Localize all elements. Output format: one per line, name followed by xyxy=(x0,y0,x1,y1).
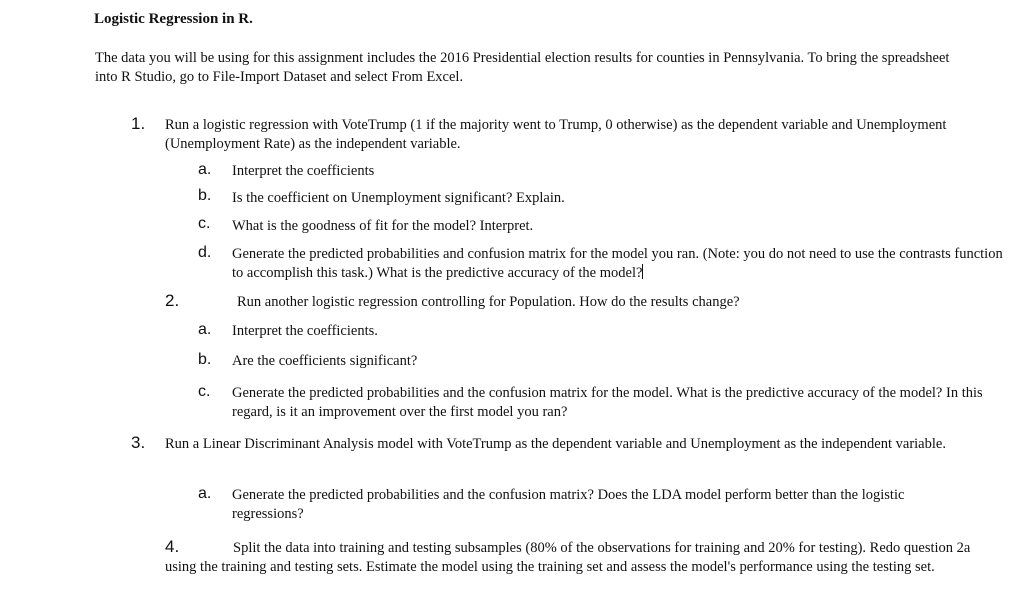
question-4-text: Split the data into training and testing subsamples (80% of the observations for training and 20% for testing). Redo question 2a using the training and testing sets. Estimate the model using the training set and assess the model's performance using the testing set. xyxy=(165,540,971,575)
question-1d-text-wrapper xyxy=(232,245,1007,283)
question-2c-text: Generate the predicted probabilities and the confusion matrix for the model. What is the predictive accuracy of the model? In this regard, is it an improvement over the first model you ran? xyxy=(232,385,983,420)
question-1-text: Run a logistic regression with VoteTrump (1 if the majority went to Trump, 0 otherwise) as the dependent variable and Unemployment (Unemployment Rate) as the independent variable. xyxy=(165,117,947,152)
question-2b-text: Are the coefficients significant? xyxy=(232,353,418,369)
question-2-text: Run another logistic regression controlling for Population. How do the results change? xyxy=(237,294,740,310)
question-3a-text: Generate the predicted probabilities and the confusion matrix? Does the LDA model perform better than the logistic regressions? xyxy=(232,487,905,522)
intro-paragraph: The data you will be using for this assignment includes the 2016 Presidential election results for counties in Pennsylvania. To bring the spreadsheet into R Studio, go to File-Import Dataset and select From Excel. xyxy=(95,50,950,85)
question-2-number: 2. xyxy=(165,291,180,310)
question-1-number: 1. xyxy=(131,114,146,133)
text-cursor xyxy=(642,264,643,279)
question-4-number: 4. xyxy=(165,537,180,556)
question-1b-text: Is the coefficient on Unemployment significant? Explain. xyxy=(232,190,565,206)
question-2c-letter: c. xyxy=(198,383,211,400)
document-title: Logistic Regression in R. xyxy=(94,11,253,27)
question-1a-letter: a. xyxy=(198,161,212,178)
question-1a-text: Interpret the coefficients xyxy=(232,163,375,179)
question-1c-text: What is the goodness of fit for the model? Interpret. xyxy=(232,218,534,234)
question-1b-letter: b. xyxy=(198,187,212,204)
question-1d-text: Generate the predicted probabilities and confusion matrix for the model you ran. (Note: you do not need to use the contrasts function to accomplish this task.) What is the predictive accuracy of the model? xyxy=(232,246,1003,281)
question-3-text: Run a Linear Discriminant Analysis model with VoteTrump as the dependent variable and Unemployment as the independent variable. xyxy=(165,436,946,452)
question-3-number: 3. xyxy=(131,433,146,452)
question-2b-letter: b. xyxy=(198,351,212,368)
question-2a-text: Interpret the coefficients. xyxy=(232,323,378,339)
question-4-block xyxy=(165,537,1000,577)
question-3a-letter: a. xyxy=(198,485,212,502)
question-1c-letter: c. xyxy=(198,215,211,232)
question-1d-letter: d. xyxy=(198,244,212,261)
question-2a-letter: a. xyxy=(198,321,212,338)
